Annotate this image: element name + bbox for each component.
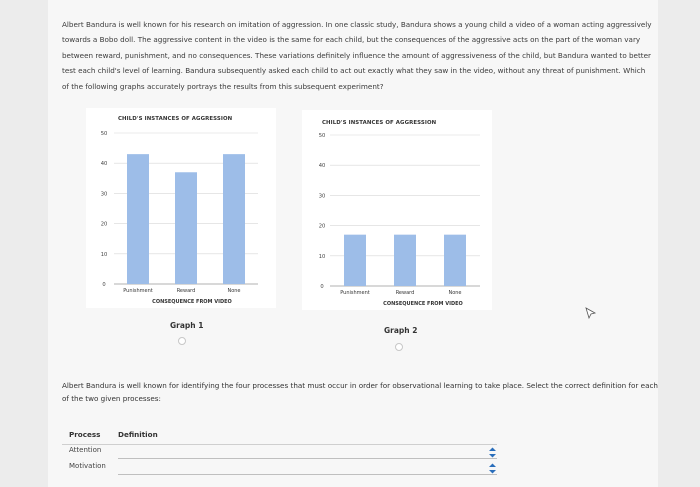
question-2-text: Albert Bandura is well known for identifying the four processes that must occur in order for observational learning to take place. Select the correct definition for each of the two given processes: [62, 381, 658, 403]
y-tick-label: 20 [318, 223, 326, 230]
chart-title: CHILD'S INSTANCES OF AGGRESSION [322, 120, 437, 126]
process-column-header: Process [69, 430, 101, 439]
bar-none [223, 154, 245, 284]
select-arrows-icon [488, 447, 497, 458]
y-tick-label: 10 [100, 251, 108, 258]
mouse-cursor-icon [585, 307, 597, 319]
definition-column-header: Definition [118, 430, 158, 439]
graph-2-chart [302, 110, 492, 310]
select-arrows-icon [488, 463, 497, 474]
y-tick-label: 0 [320, 284, 324, 290]
motivation-definition-select[interactable] [118, 462, 497, 475]
x-category-label: None [227, 288, 241, 294]
process-motivation-label: Motivation [69, 462, 106, 470]
y-tick-label: 30 [318, 193, 326, 200]
chart-title: CHILD'S INSTANCES OF AGGRESSION [118, 116, 233, 122]
bar-punishment [127, 154, 149, 284]
y-tick-label: 10 [318, 253, 326, 260]
y-tick-label: 40 [100, 161, 108, 168]
x-category-label: Reward [395, 290, 415, 296]
x-category-label: Punishment [340, 290, 370, 296]
x-axis-title: CONSEQUENCE FROM VIDEO [383, 301, 463, 307]
process-attention-label: Attention [69, 446, 102, 454]
graph-2-radio[interactable] [395, 343, 403, 351]
graph-1-chart [86, 108, 276, 308]
y-tick-label: 50 [100, 131, 108, 137]
y-tick-label: 30 [100, 191, 108, 198]
y-tick-label: 20 [100, 221, 108, 228]
y-tick-label: 50 [318, 133, 326, 139]
bar-reward [175, 172, 197, 284]
bar-chart-svg [86, 108, 276, 308]
x-category-label: None [448, 290, 462, 296]
x-axis-title: CONSEQUENCE FROM VIDEO [152, 299, 232, 305]
bar-punishment [344, 235, 366, 286]
graph-1-radio[interactable] [178, 337, 186, 345]
question-text: Albert Bandura is well known for his research on imitation of aggression. In one classic study, Bandura shows a young child a video of a woman acting aggressively towards a Bobo doll. The aggressive content in the video is the same for each child, but the consequences of the aggressive acts on the part of the woman vary between reward, punishment, and no consequences. These variations definitely influence the amount of aggressiveness of the child, but Bandura wanted to better test each child's level of learning. Bandura subsequently asked each child to act out exactly what they saw in the video, without any threat of punishment. Which of the following graphs accurately portrays the results from this subsequent experiment? [62, 20, 652, 91]
graph-1-label: Graph 1 [170, 321, 204, 330]
bar-none [444, 235, 466, 286]
bar-reward [394, 235, 416, 286]
graph-2-label: Graph 2 [384, 326, 418, 335]
x-category-label: Punishment [123, 288, 153, 294]
y-tick-label: 0 [102, 282, 106, 288]
y-tick-label: 40 [318, 163, 326, 170]
bar-chart-svg [302, 110, 492, 310]
attention-definition-select[interactable] [118, 446, 497, 459]
x-category-label: Reward [176, 288, 196, 294]
table-header-divider [62, 444, 497, 445]
